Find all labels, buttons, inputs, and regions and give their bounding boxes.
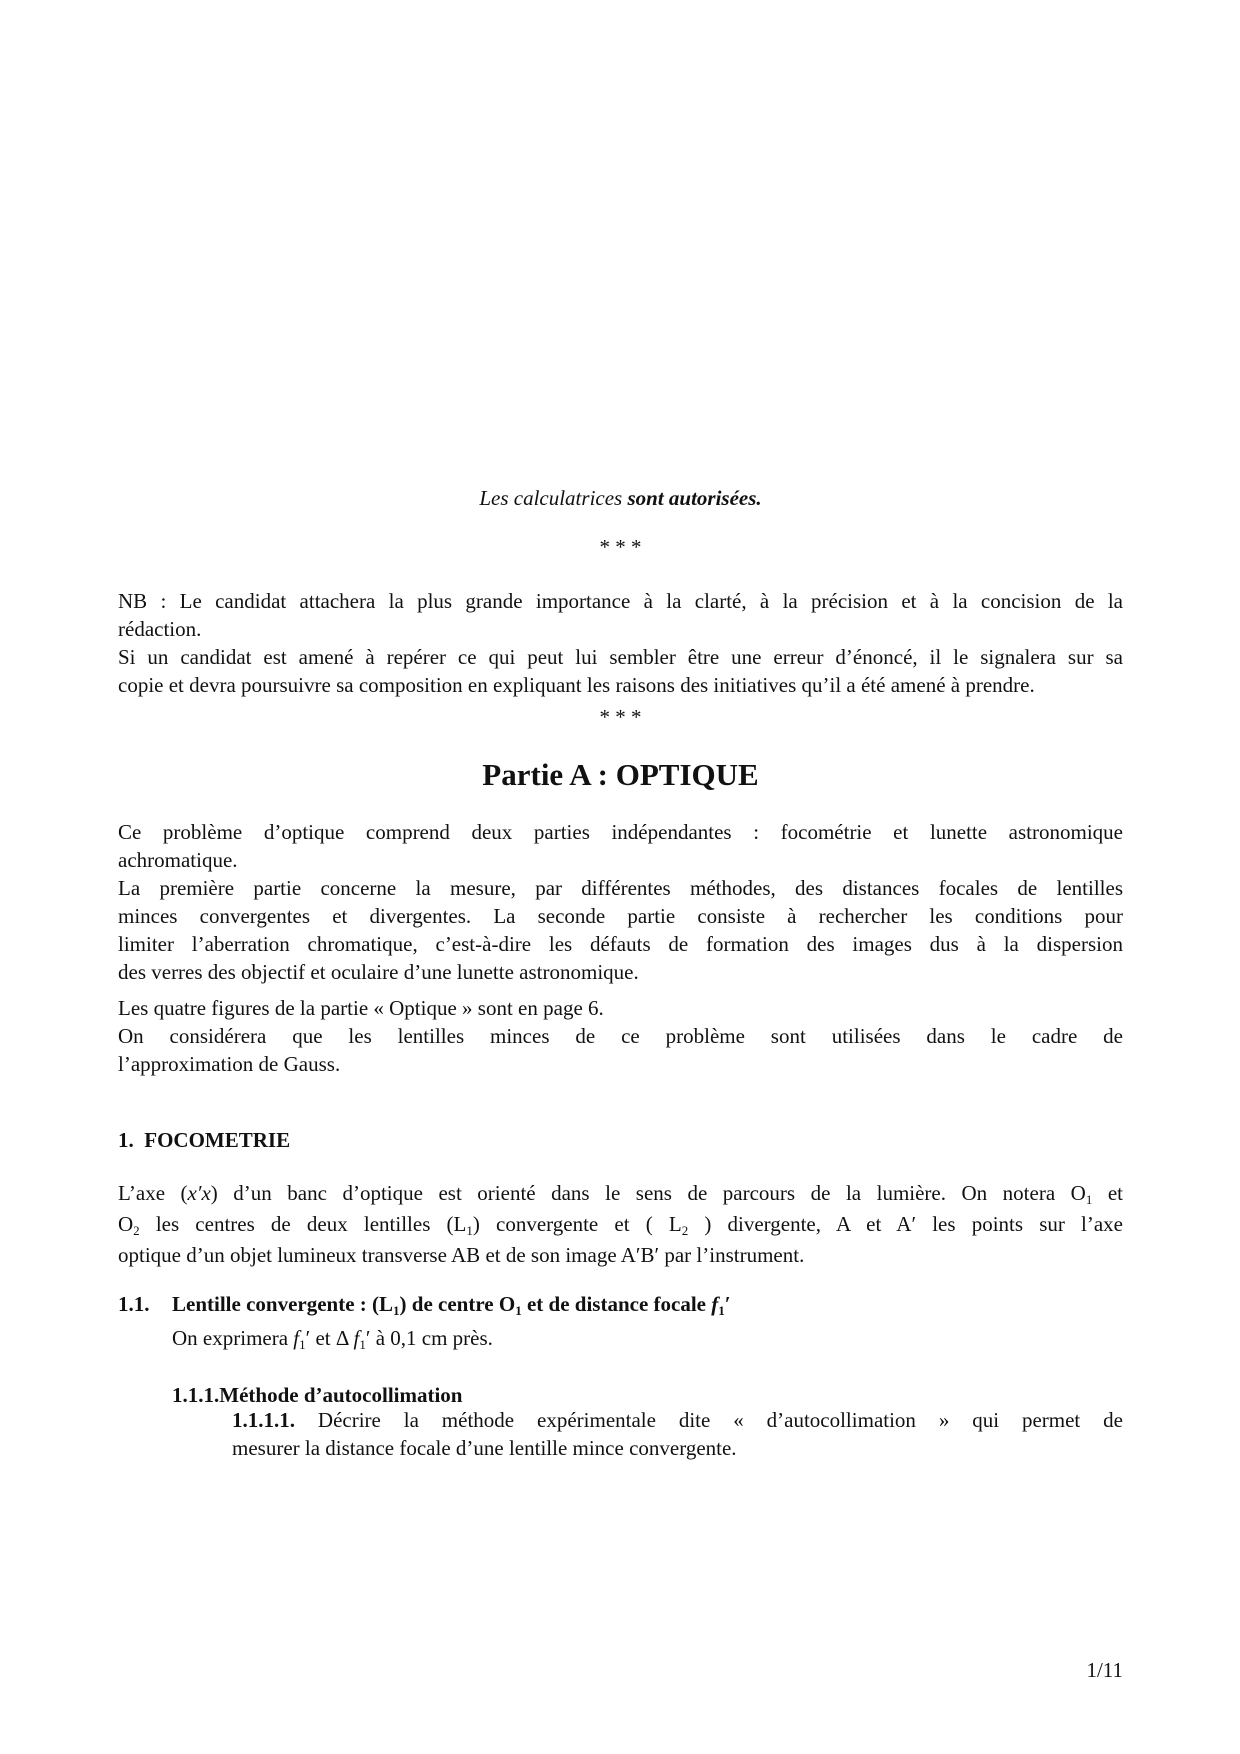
question-line: mesurer la distance focale d’une lentille mince convergente. [232,1436,737,1460]
question-1-1-1-1 [232,1406,1123,1462]
figures-paragraph [118,994,1123,1078]
nb-line: rédaction. [118,617,202,641]
text-fragment: Décrire la méthode expérimentale dite « d’autocollimation » qui permet de [295,1408,1123,1432]
subsection-heading-1-1 [118,1290,1123,1318]
intro-line: des verres des objectif et oculaire d’une lunette astronomique. [118,960,639,984]
subscript: 1 [1085,1192,1093,1207]
nb-line: copie et devra poursuivre sa composition en expliquant les raisons des initiatives qu’il a été amené à prendre. [118,673,1035,697]
figures-line: On considérera que les lentilles minces de ce problème sont utilisées dans le cadre de [118,1024,1123,1048]
intro-line: minces convergentes et divergentes. La seconde partie consiste à rechercher les conditions pour [118,904,1123,928]
nb-line: NB : Le candidat attachera la plus grande importance à la clarté, à la précision et à la concision de la [118,589,1123,613]
question-number: 1.1.1.1. [232,1408,295,1432]
subscript: 1 [393,1303,400,1318]
subsection-number: 1.1. [118,1292,150,1316]
intro-line: achromatique. [118,848,238,872]
text-fragment: ) convergente et ( L [472,1212,682,1236]
axis-symbol: x′x [187,1181,211,1205]
subsubsection-number: 1.1.1. [172,1383,220,1407]
subscript: 1 [466,1223,473,1238]
text-fragment: ) de centre O [399,1292,516,1316]
intro-line: Ce problème d’optique comprend deux parties indépendantes : focométrie et lunette astronomique [118,820,1123,844]
section-heading-focometrie [118,1126,1123,1154]
text-fragment: et de distance focale [521,1292,712,1316]
nb-paragraph [118,587,1123,699]
figures-line: Les quatre figures de la partie « Optique » sont en page 6. [118,996,604,1020]
subsubsection-title: Méthode d’autocollimation [219,1383,463,1407]
subscript: 1 [299,1337,306,1352]
focal-symbol: f [353,1326,360,1350]
text-fragment: ′ et Δ [305,1326,354,1350]
text-fragment: les centres de deux lentilles (L [139,1212,467,1236]
calculator-note-bold: sont autorisées. [627,486,762,510]
subscript: 2 [681,1223,689,1238]
focometrie-line [118,1209,1123,1240]
calculator-note-italic: Les calculatrices [479,486,623,510]
subsubsection-heading-1-1-1 [172,1381,1072,1409]
text-fragment: Lentille convergente : ( [172,1292,380,1316]
focometrie-line: optique d’un objet lumineux transverse AB et de son image A′B′ par l’instrument. [118,1243,805,1267]
text-fragment: ) divergente, A et A′ les points sur l’axe [688,1212,1123,1236]
text-fragment: ) d’un banc d’optique est orienté dans le sens de parcours de la lumière. On notera O [210,1181,1086,1205]
intro-line: La première partie concerne la mesure, par différentes méthodes, des distances focales de lentilles [118,876,1123,900]
subscript: 1 [718,1303,725,1318]
text-fragment: L [379,1292,394,1316]
prime-symbol: ′ [724,1292,731,1316]
separator-stars: * * * [599,535,642,559]
subscript: 1 [359,1337,366,1352]
section-number: 1. [118,1128,134,1152]
page-number: 1/11 [1086,1658,1123,1682]
question-line [232,1406,1123,1434]
text-fragment: On exprimera [172,1326,294,1350]
intro-paragraph [118,818,1123,986]
part-title: Partie A : OPTIQUE [482,757,759,792]
separator-stars: * * * [599,705,642,729]
subscript: 1 [515,1303,522,1318]
focal-symbol: f [711,1292,719,1316]
focometrie-paragraph [118,1178,1123,1271]
subscript: 2 [133,1223,140,1238]
text-fragment: O [118,1212,134,1236]
text-fragment: L’axe ( [118,1181,188,1205]
focal-symbol: f [293,1326,300,1350]
section-title: FOCOMETRIE [144,1128,291,1152]
nb-line: Si un candidat est amené à repérer ce qui peut lui sembler être une erreur d’énoncé, il le signalera sur sa [118,645,1123,669]
figures-line: l’approximation de Gauss. [118,1052,341,1076]
precision-line [172,1324,1072,1352]
intro-line: limiter l’aberration chromatique, c’est-à-dire les défauts de formation des images dus à la dispersion [118,932,1123,956]
focometrie-line [118,1178,1123,1209]
calculator-note [118,484,1123,512]
text-fragment: ′ à 0,1 cm près. [365,1326,493,1350]
text-fragment: et [1092,1181,1124,1205]
